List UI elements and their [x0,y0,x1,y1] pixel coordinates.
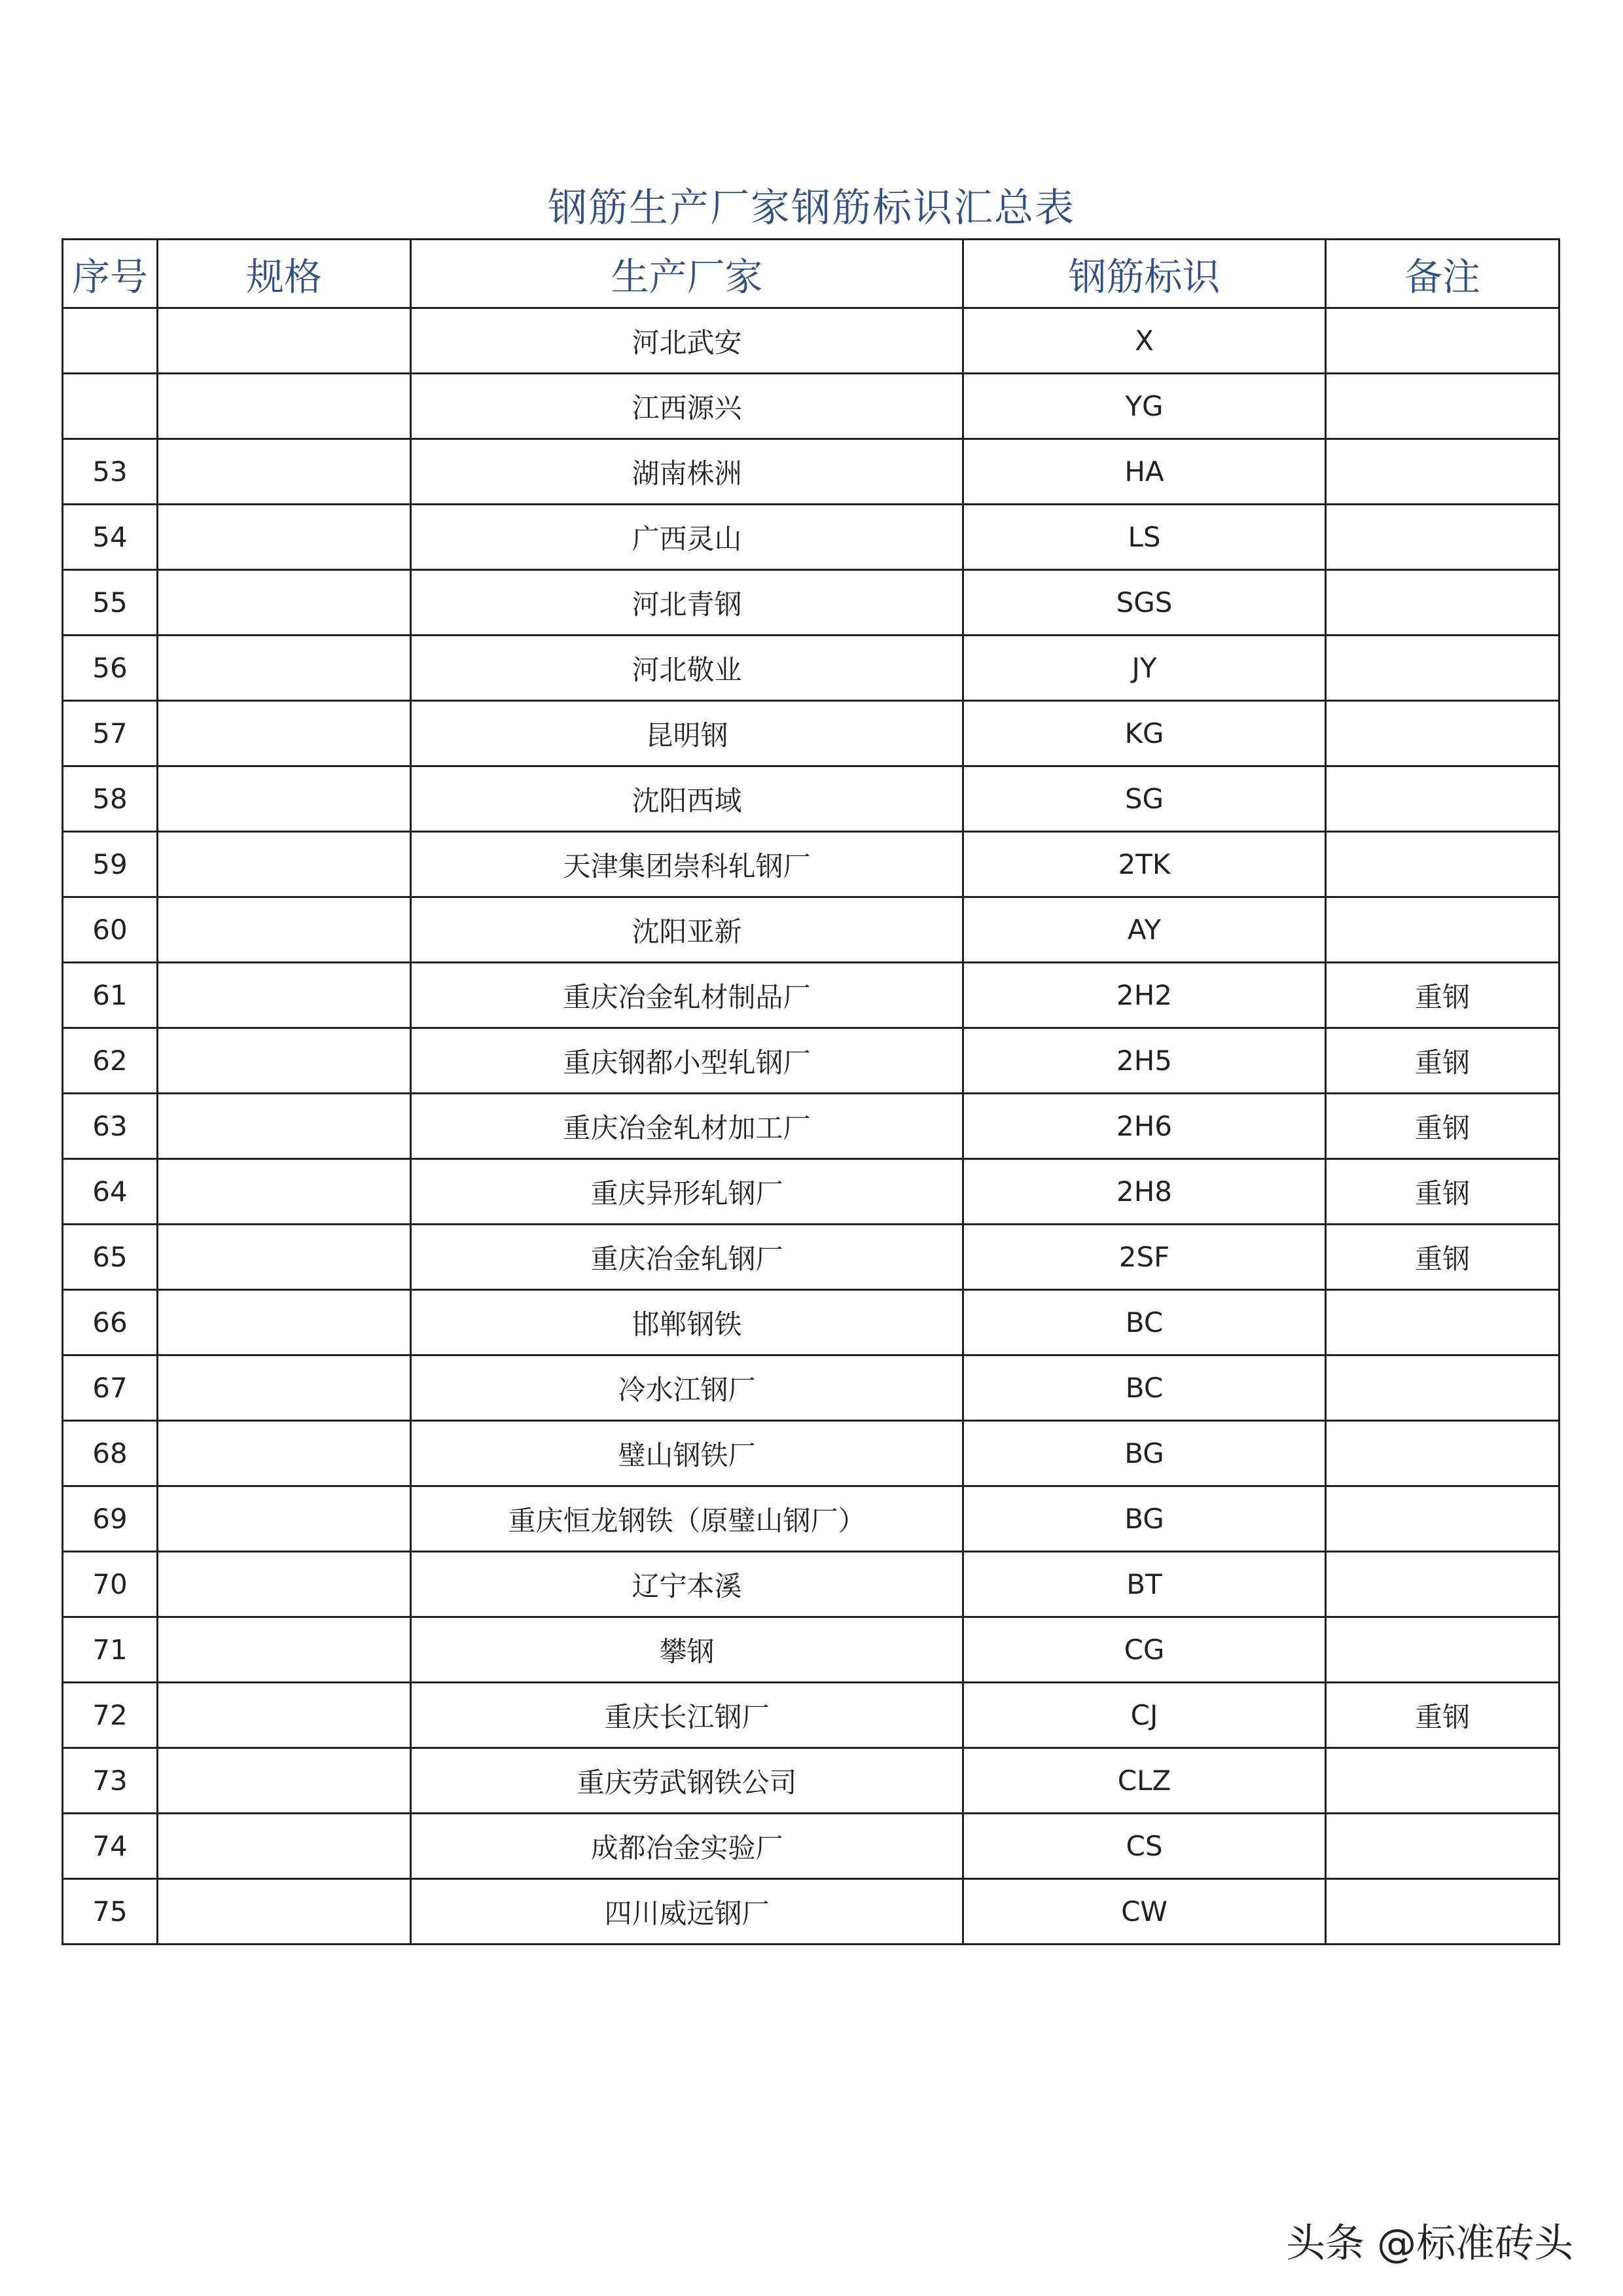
cell-spec [158,1355,411,1421]
table-row [63,963,1560,1028]
table-row [63,832,1560,897]
table-row [63,1159,1560,1225]
cell-mark: CJ [963,1683,1326,1748]
cell-maker: 沈阳西域 [411,766,963,832]
cell-no: 70 [63,1552,158,1617]
cell-note: 重钢 [1326,963,1560,1028]
cell-no: 57 [63,701,158,766]
cell-note: 重钢 [1326,1159,1560,1225]
cell-mark: SGS [963,570,1326,636]
cell-maker: 天津集团崇科轧钢厂 [411,832,963,897]
cell-spec [158,1290,411,1355]
cell-note [1326,1290,1560,1355]
cell-no: 65 [63,1225,158,1290]
cell-mark: BC [963,1355,1326,1421]
cell-spec [158,439,411,505]
cell-spec [158,1159,411,1225]
cell-mark: BC [963,1290,1326,1355]
cell-no: 58 [63,766,158,832]
cell-maker: 广西灵山 [411,505,963,570]
cell-no: 60 [63,897,158,963]
cell-note [1326,897,1560,963]
rebar-mark-table [62,238,1560,1945]
cell-mark: SG [963,766,1326,832]
cell-note: 重钢 [1326,1028,1560,1094]
cell-spec [158,636,411,701]
cell-mark: LS [963,505,1326,570]
cell-mark: 2H2 [963,963,1326,1028]
cell-spec [158,701,411,766]
cell-spec [158,1094,411,1159]
cell-spec [158,1486,411,1552]
table-row [63,1552,1560,1617]
cell-no: 59 [63,832,158,897]
cell-no: 73 [63,1748,158,1814]
cell-note [1326,1879,1560,1945]
cell-note [1326,1552,1560,1617]
table-row [63,1355,1560,1421]
cell-spec [158,963,411,1028]
cell-mark: HA [963,439,1326,505]
header-no: 序号 [63,240,158,308]
cell-maker: 湖南株洲 [411,439,963,505]
cell-mark: 2H8 [963,1159,1326,1225]
table-row [63,1879,1560,1945]
cell-mark: CLZ [963,1748,1326,1814]
table-row [63,1748,1560,1814]
table-row [63,374,1560,439]
cell-note [1326,636,1560,701]
cell-spec [158,1683,411,1748]
cell-note [1326,570,1560,636]
cell-no: 56 [63,636,158,701]
table-row [63,1486,1560,1552]
header-maker: 生产厂家 [411,240,963,308]
table-row [63,1028,1560,1094]
table-row [63,1290,1560,1355]
table-row [63,636,1560,701]
cell-maker: 昆明钢 [411,701,963,766]
table-row [63,1683,1560,1748]
cell-no: 71 [63,1617,158,1683]
cell-spec [158,766,411,832]
cell-mark: JY [963,636,1326,701]
cell-maker: 重庆钢都小型轧钢厂 [411,1028,963,1094]
cell-mark: BG [963,1421,1326,1486]
cell-maker: 璧山钢铁厂 [411,1421,963,1486]
table-row [63,570,1560,636]
cell-spec [158,1028,411,1094]
cell-no [63,308,158,374]
cell-no: 63 [63,1094,158,1159]
cell-maker: 重庆恒龙钢铁（原璧山钢厂） [411,1486,963,1552]
cell-mark: 2SF [963,1225,1326,1290]
cell-maker: 重庆异形轧钢厂 [411,1159,963,1225]
cell-note [1326,1486,1560,1552]
cell-mark: CW [963,1879,1326,1945]
cell-spec [158,1421,411,1486]
cell-note [1326,766,1560,832]
table-row [63,505,1560,570]
cell-no: 68 [63,1421,158,1486]
cell-no: 74 [63,1814,158,1879]
watermark: 头条 @标准砖头 [1286,2221,1574,2267]
cell-spec [158,505,411,570]
cell-no [63,374,158,439]
table-header-row [63,240,1560,308]
cell-note [1326,1355,1560,1421]
table-row [63,897,1560,963]
cell-no: 61 [63,963,158,1028]
header-mark: 钢筋标识 [963,240,1326,308]
cell-no: 69 [63,1486,158,1552]
cell-maker: 重庆长江钢厂 [411,1683,963,1748]
cell-spec [158,832,411,897]
cell-note: 重钢 [1326,1683,1560,1748]
cell-note [1326,308,1560,374]
cell-maker: 成都冶金实验厂 [411,1814,963,1879]
table-row [63,308,1560,374]
cell-no: 55 [63,570,158,636]
cell-note [1326,1748,1560,1814]
table-row [63,439,1560,505]
cell-note [1326,701,1560,766]
cell-mark: 2TK [963,832,1326,897]
cell-note [1326,832,1560,897]
table-row [63,1814,1560,1879]
cell-note [1326,1421,1560,1486]
cell-maker: 重庆劳武钢铁公司 [411,1748,963,1814]
table-row [63,1225,1560,1290]
table-row [63,1421,1560,1486]
cell-maker: 攀钢 [411,1617,963,1683]
cell-spec [158,1814,411,1879]
header-spec: 规格 [158,240,411,308]
cell-note [1326,439,1560,505]
cell-spec [158,308,411,374]
cell-mark: X [963,308,1326,374]
cell-maker: 冷水江钢厂 [411,1355,963,1421]
cell-maker: 河北武安 [411,308,963,374]
cell-spec [158,374,411,439]
cell-note [1326,1617,1560,1683]
cell-mark: YG [963,374,1326,439]
cell-no: 62 [63,1028,158,1094]
cell-maker: 沈阳亚新 [411,897,963,963]
cell-maker: 河北青钢 [411,570,963,636]
cell-no: 54 [63,505,158,570]
cell-no: 67 [63,1355,158,1421]
cell-no: 53 [63,439,158,505]
cell-maker: 辽宁本溪 [411,1552,963,1617]
table-row [63,1617,1560,1683]
table-row [63,701,1560,766]
cell-mark: CS [963,1814,1326,1879]
cell-mark: 2H5 [963,1028,1326,1094]
cell-spec [158,1879,411,1945]
cell-mark: AY [963,897,1326,963]
cell-note: 重钢 [1326,1094,1560,1159]
table-row [63,1094,1560,1159]
cell-no: 72 [63,1683,158,1748]
cell-mark: BG [963,1486,1326,1552]
cell-spec [158,1225,411,1290]
cell-mark: CG [963,1617,1326,1683]
cell-maker: 邯郸钢铁 [411,1290,963,1355]
cell-spec [158,570,411,636]
table-row [63,766,1560,832]
cell-note [1326,505,1560,570]
cell-note [1326,1814,1560,1879]
cell-spec [158,1617,411,1683]
cell-maker: 河北敬业 [411,636,963,701]
cell-maker: 重庆冶金轧材制品厂 [411,963,963,1028]
cell-spec [158,897,411,963]
cell-maker: 四川威远钢厂 [411,1879,963,1945]
cell-spec [158,1552,411,1617]
cell-mark: BT [963,1552,1326,1617]
cell-mark: 2H6 [963,1094,1326,1159]
cell-maker: 重庆冶金轧材加工厂 [411,1094,963,1159]
cell-no: 66 [63,1290,158,1355]
cell-note [1326,374,1560,439]
cell-no: 75 [63,1879,158,1945]
header-note: 备注 [1326,240,1560,308]
document-title: 钢筋生产厂家钢筋标识汇总表 [548,185,1075,231]
cell-maker: 江西源兴 [411,374,963,439]
cell-no: 64 [63,1159,158,1225]
cell-mark: KG [963,701,1326,766]
cell-spec [158,1748,411,1814]
cell-note: 重钢 [1326,1225,1560,1290]
cell-maker: 重庆冶金轧钢厂 [411,1225,963,1290]
